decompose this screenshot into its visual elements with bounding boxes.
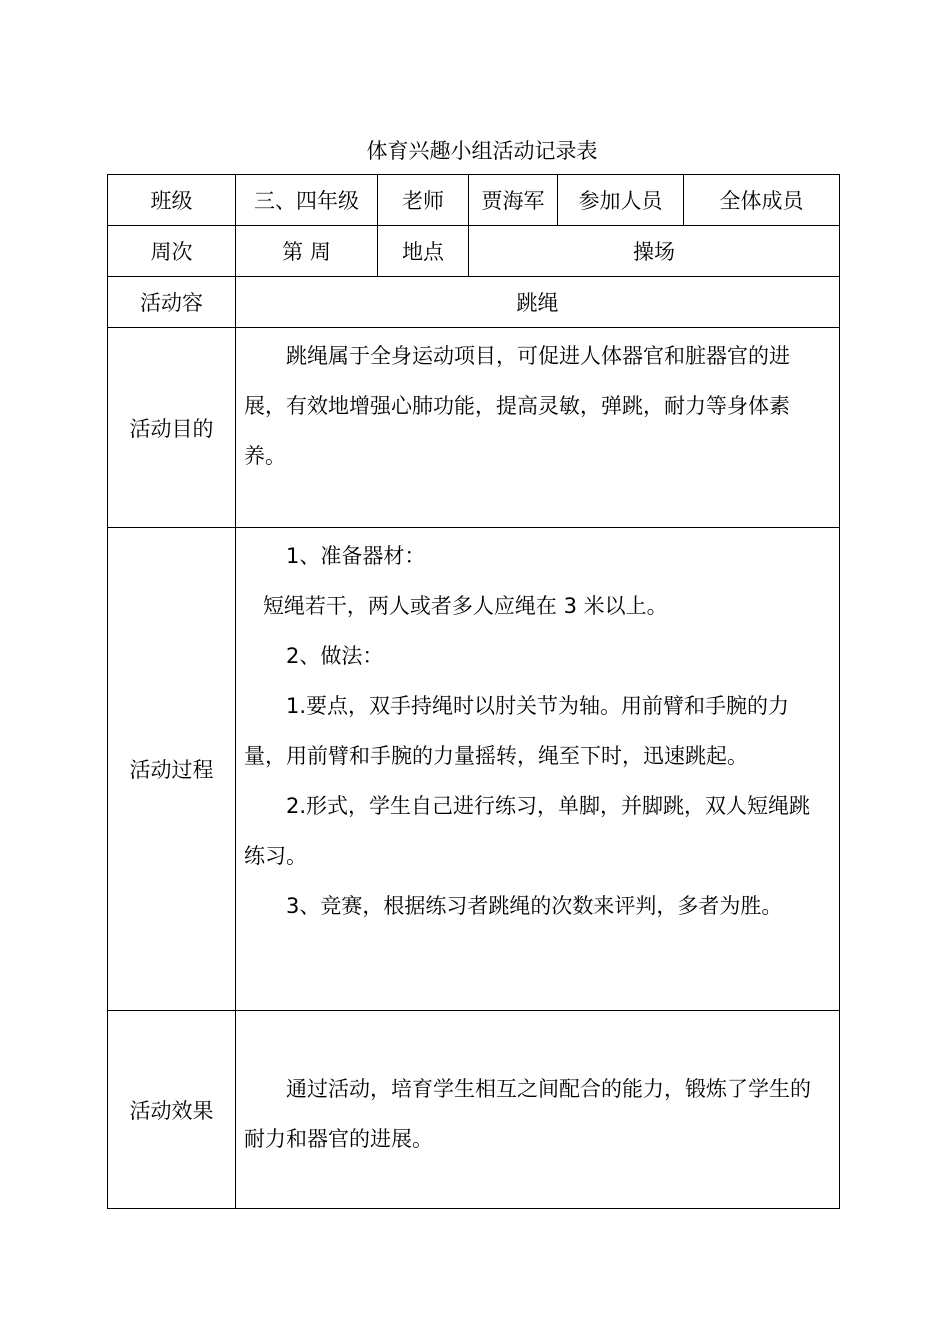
activity-record-table [107,174,840,1209]
process-row [108,528,840,1011]
process-paragraph: 3、竞赛，根据练习者跳绳的次数来评判，多者为胜。 [286,894,783,918]
effect-cell [236,1011,840,1209]
teacher-label: 老师 [378,175,469,226]
content-label: 活动容 [108,277,236,328]
class-label: 班级 [108,175,236,226]
process-paragraph: 2、做法： [286,644,384,668]
week-label: 周次 [108,226,236,277]
effect-label: 活动效果 [108,1011,236,1209]
effect-row [108,1011,840,1209]
purpose-text: 跳绳属于全身运动项目，可促进人体器官和脏器官的进展，有效地增强心肺功能，提高灵敏，弹跳，耐力等身体素养。 [244,344,790,468]
process-cell [236,528,840,1011]
members-value: 全体成员 [684,175,840,226]
place-value: 操场 [469,226,840,277]
purpose-label: 活动目的 [108,328,236,528]
effect-text: 通过活动，培育学生相互之间配合的能力，锻炼了学生的耐力和器官的进展。 [244,1077,811,1151]
members-label: 参加人员 [558,175,684,226]
process-paragraph: 2.形式，学生自己进行练习，单脚，并脚跳，双人短绳跳练习。 [244,794,811,868]
process-paragraph: 1.要点，双手持绳时以肘关节为轴。用前臂和手腕的力量，用前臂和手腕的力量摇转，绳至下时，迅速跳起。 [244,694,790,768]
page-title: 体育兴趣小组活动记录表 [366,139,598,163]
content-row [108,277,840,328]
class-value: 三、四年级 [236,175,378,226]
purpose-row [108,328,840,528]
process-paragraph: 1、准备器材： [286,544,426,568]
content-value: 跳绳 [236,277,840,328]
purpose-cell [236,328,840,528]
week-value: 第 周 [236,226,378,277]
teacher-value: 贾海军 [469,175,558,226]
place-label: 地点 [378,226,469,277]
header-row [108,175,840,226]
process-paragraph: 短绳若干，两人或者多人应绳在 3 米以上。 [262,594,668,618]
process-label: 活动过程 [108,528,236,1011]
week-row [108,226,840,277]
